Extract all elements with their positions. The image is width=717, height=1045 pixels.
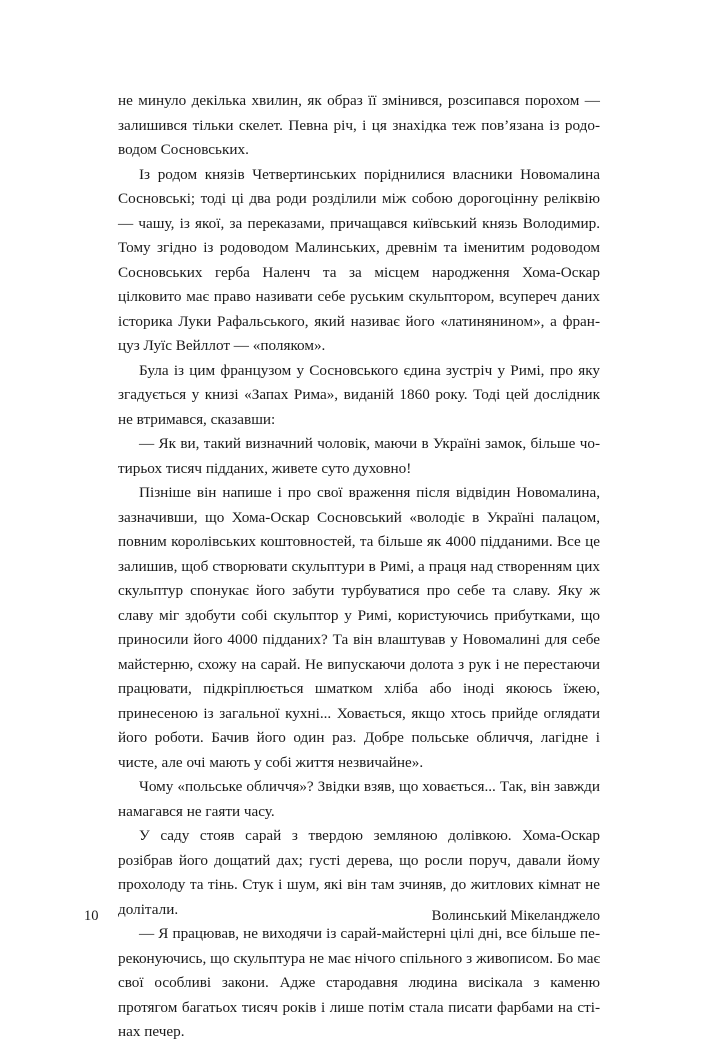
dialogue-paragraph: — Я працював, не виходячи із сарай-майстерні цілі дні, все більше переконуючись, що скульптура не має нічого спільного з живописом. Бо має свої особливі закони. Адже стародавня людина висікала з каменю протягом багатьох тисяч років і лише потім стала писати фарбами на стінах печер. bbox=[118, 925, 600, 1040]
running-title: Волинський Мікеланджело bbox=[431, 908, 600, 924]
paragraph: Чому «польське обличчя»? Звідки взяв, що ховається... Так, він завжди намагався не гаяти часу. bbox=[118, 778, 600, 820]
paragraph-continued: не минуло декілька хвилин, як образ її змінився, розсипався порохом — залишився тільки скелет. Певна річ, і ця знахідка теж пов’язана із родоводом Сосновських. bbox=[118, 92, 600, 158]
paragraph: У саду стояв сарай з твердою земляною долівкою. Хома-Оскар розібрав його дощатий дах; густі дерева, що росли поруч, давали йому прохолоду та тінь. Стук і шум, які він там зчиняв, до житлових кімнат не долітали. bbox=[118, 827, 600, 918]
paragraph: Пізніше він напише і про свої враження після відвідин Новомалина, зазначивши, що Хома-Оскар Сосновський «володіє в Україні палацом, повним королівських коштовностей, та більше як 4000 підданими. Все це залишив, щоб створювати скульптури в Римі, а праця над створенням цих скульптур спонукає його забути турбуватися про себе та славу. Яку ж славу міг здобути собі скульптор у Римі, користуючись прибутками, що приносили його 4000 підданих? Та він влаштував у Новомалині для себе майстерню, схожу на сарай. Не випускаючи долота з рук і не перестаючи працювати, підкріплюється шматком хліба або іноді якоюсь їжею, принесеною із загальної кухні... Ховається, якщо хтось прийде оглядати його роботи. Бачив його один раз. Добре польське обличчя, лагідне і чисте, але очі мають у собі життя незвичайне». bbox=[118, 484, 600, 771]
dialogue-paragraph: — Як ви, такий визначний чоловік, маючи в Україні замок, більше чотирьох тисяч підданих, живете суто духовно! bbox=[118, 435, 600, 477]
page-body bbox=[118, 89, 600, 1045]
paragraph: Із родом князів Четвертинських поріднилися власники Новомалина Сосновські; тоді ці два роди розділили між собою дорогоцінну реліквію — чашу, із якої, за переказами, причащався київський князь Володимир. Тому згідно із родоводом Малинських, древнім та іменитим родоводом Сосновських герба Наленч та за місцем народження Хома-Оскар цілковито має право називати себе руським скульптором, всупереч даних історика Луки Рафальського, який називає його «латинянином», а француз Луїс Вейллот — «поляком». bbox=[118, 165, 600, 354]
paragraph: Була із цим французом у Сосновського єдина зустріч у Римі, про яку згадується у книзі «Запах Рима», виданій 1860 року. Тоді цей дослідник не втримався, сказавши: bbox=[118, 361, 600, 428]
page-number: 10 bbox=[84, 908, 99, 924]
